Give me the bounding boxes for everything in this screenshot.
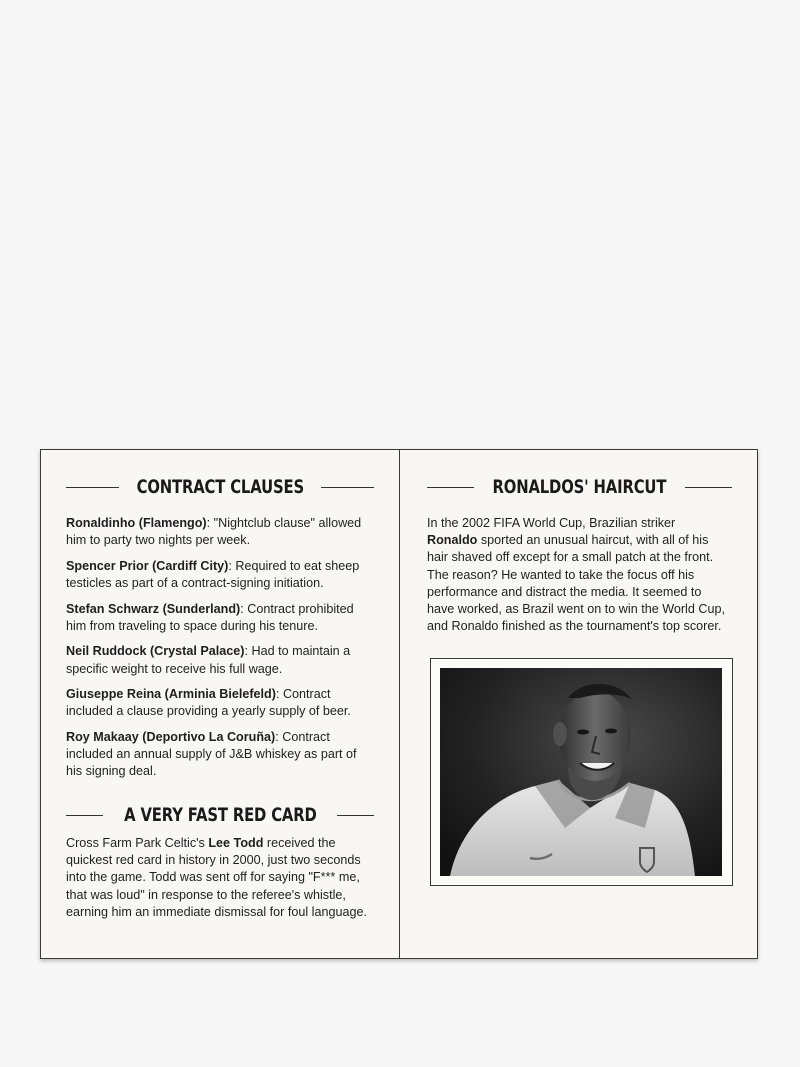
red-card-paragraph bbox=[66, 835, 377, 921]
haircut-paragraph bbox=[427, 515, 729, 635]
heading-rule-left bbox=[427, 487, 474, 488]
clause-text: : Had to maintain a specific weight to receive his full wage. bbox=[66, 644, 351, 676]
haircut-heading bbox=[427, 476, 732, 498]
haircut-title: RONALDOS' HAIRCUT bbox=[492, 476, 667, 498]
heading-rule-right bbox=[321, 487, 374, 488]
red-card-title: A VERY FAST RED CARD bbox=[123, 804, 317, 826]
clause-text: : Contract included a clause providing a yearly supply of beer. bbox=[66, 687, 351, 719]
book-spread bbox=[40, 449, 758, 959]
portrait-illustration bbox=[440, 668, 722, 876]
clause-text: : Required to eat sheep testicles as part of a contract-signing initiation. bbox=[66, 558, 360, 590]
clause-text: : Contract prohibited him from traveling to space during his tenure. bbox=[66, 601, 354, 633]
ronaldo-photo bbox=[440, 668, 722, 876]
player-name: Giuseppe Reina (Arminia Bielefeld) bbox=[66, 687, 276, 702]
heading-rule-left bbox=[66, 815, 103, 816]
heading-rule-right bbox=[337, 815, 374, 816]
red-card-text: received the quickest red card in history in 2000, just two seconds into the game. Todd was sent off for saying "F*** me, that was loud" in response to the referee's whistle, earning him an immediate dismissal for foul language. bbox=[66, 836, 368, 919]
list-item bbox=[66, 686, 375, 720]
right-page bbox=[400, 450, 757, 958]
player-name: Ronaldinho (Flamengo) bbox=[66, 516, 207, 530]
haircut-text: sported an unusual haircut, with all of his hair shaved off except for a small patch at the front. The reason? He wanted to take the focus off his performance and distract the media. It seemed to have worked, as Brazil went on to win the World Cup, and Ronaldo finished as the tournament's top scorer. bbox=[427, 533, 725, 634]
list-item bbox=[66, 515, 375, 549]
player-name: Ronaldo bbox=[427, 533, 478, 548]
heading-rule-right bbox=[685, 487, 732, 488]
list-item bbox=[66, 643, 375, 677]
clause-text: : "Nightclub clause" allowed him to party two nights per week. bbox=[66, 516, 362, 548]
photo-frame bbox=[430, 658, 733, 886]
heading-rule-left bbox=[66, 487, 119, 488]
red-card-text: Cross Farm Park Celtic's bbox=[66, 836, 209, 850]
player-name: Stefan Schwarz (Sunderland) bbox=[66, 601, 241, 616]
contract-clauses-list bbox=[66, 515, 375, 789]
red-card-heading bbox=[66, 804, 374, 826]
player-name: Neil Ruddock (Crystal Palace) bbox=[66, 644, 245, 659]
left-page bbox=[41, 450, 400, 958]
player-name: Spencer Prior (Cardiff City) bbox=[66, 558, 229, 573]
haircut-text: In the 2002 FIFA World Cup, Brazilian striker bbox=[427, 516, 676, 530]
list-item bbox=[66, 558, 375, 592]
clause-text: : Contract included an annual supply of J&B whiskey as part of his signing deal. bbox=[66, 729, 357, 779]
player-name: Lee Todd bbox=[208, 836, 264, 850]
list-item bbox=[66, 729, 375, 781]
list-item bbox=[66, 601, 375, 635]
contract-clauses-title: CONTRACT CLAUSES bbox=[136, 476, 304, 498]
contract-clauses-heading bbox=[66, 476, 374, 498]
player-name: Roy Makaay (Deportivo La Coruña) bbox=[66, 729, 276, 744]
